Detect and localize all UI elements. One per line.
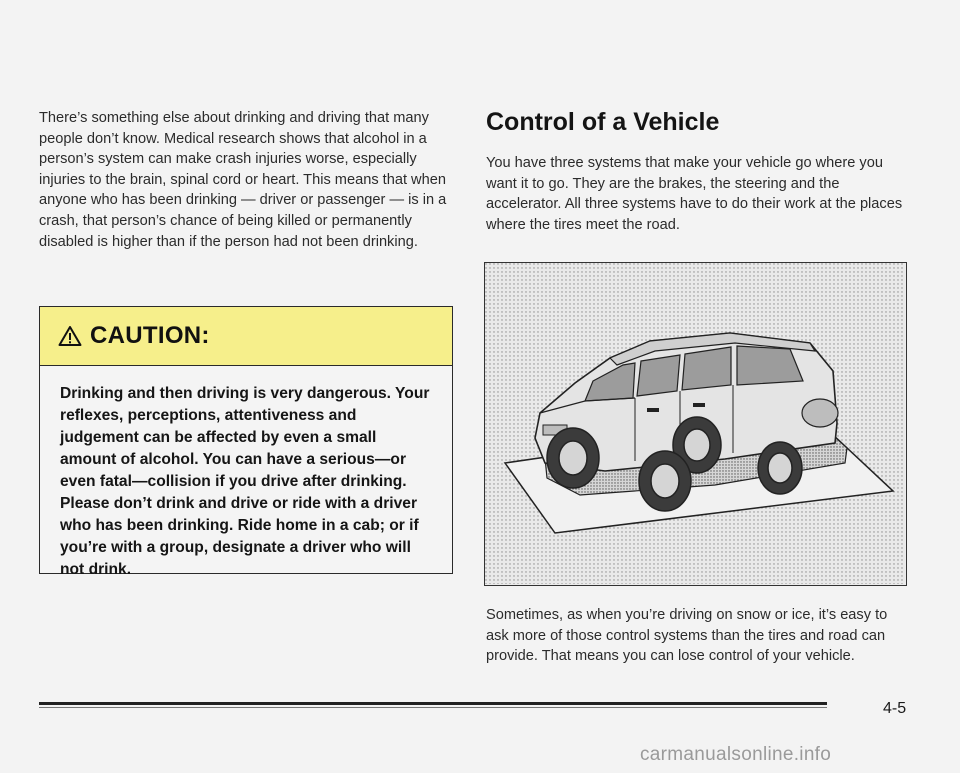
- section-heading: Control of a Vehicle: [486, 108, 720, 136]
- vehicle-drawing: [485, 263, 905, 584]
- vehicle-illustration: [484, 262, 907, 586]
- watermark-text: carmanualsonline.info: [640, 744, 832, 765]
- footer-rule-thin: [39, 707, 827, 708]
- warning-triangle-icon: [58, 325, 82, 347]
- caution-header: [40, 307, 452, 366]
- footer-rule: [39, 702, 827, 705]
- right-intro-paragraph: You have three systems that make your vehicle go where you want it to go. They are the brakes, the steering and the accelerator. All three systems have to do their work at the places where the tires meet the road.: [486, 155, 903, 233]
- caution-title-row: [58, 322, 210, 350]
- caution-box: [39, 306, 453, 578]
- caution-body: Drinking and then driving is very dangerous. Your reflexes, perceptions, attentiveness and judgement can be affected by even a small amount of alcohol. You can have a serious—or even fatal—collision if you drive after drinking. Please don’t drink and drive or ride with a driver who has been drinking. Ride home in a cab; or if you’re with a group, designate a driver who will not drink.: [60, 385, 430, 578]
- caution-title: CAUTION:: [90, 322, 210, 349]
- right-bottom-paragraph: Sometimes, as when you’re driving on snow or ice, it’s easy to ask more of those control systems than the tires and road can provide. That means you can lose control of your vehicle.: [486, 607, 888, 665]
- left-intro-paragraph: There’s something else about drinking and driving that many people don’t know. Medical research shows that alcohol in a person’s system can make crash injuries worse, especially injuries to the brain, spinal cord or heart. This means that when anyone who has been drinking — driver or passenger — is in a crash, that person’s chance of being killed or permanently disabled is higher than if the person had not been drinking.: [39, 110, 447, 250]
- page-number: 4-5: [883, 700, 907, 717]
